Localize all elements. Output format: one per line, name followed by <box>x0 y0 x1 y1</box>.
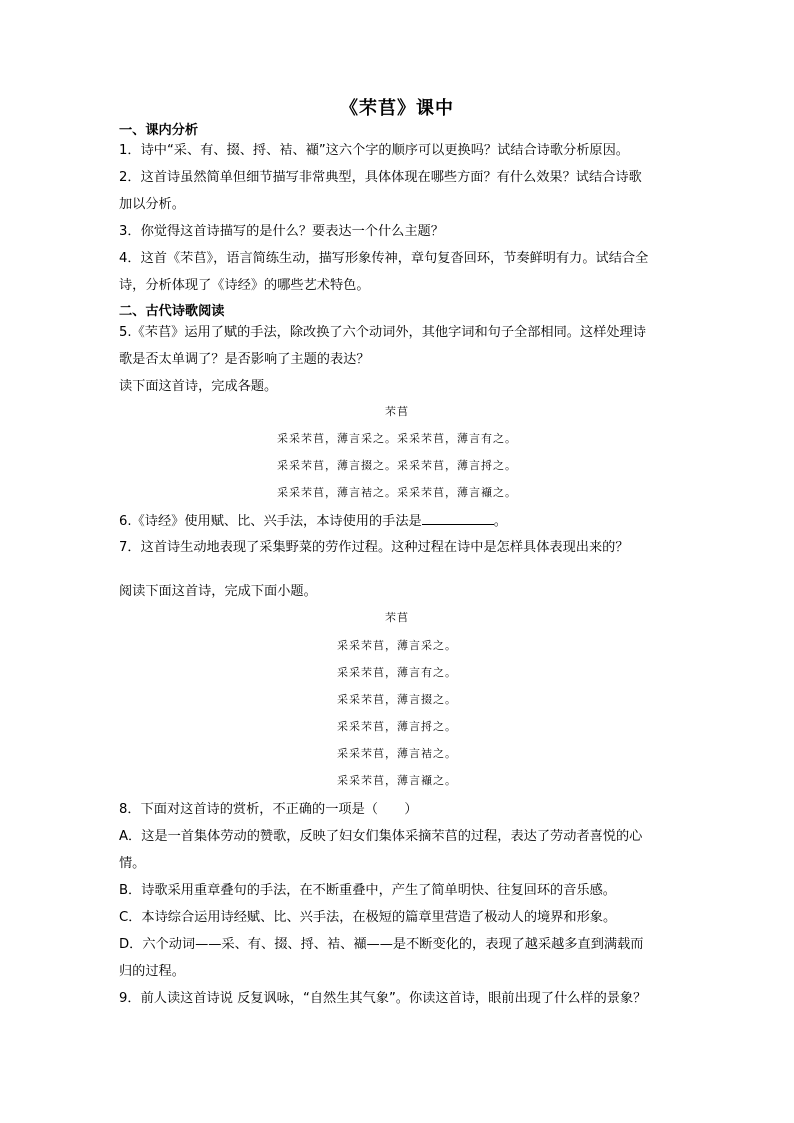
question-6-text: 6.《诗经》使用赋、比、兴手法，本诗使用的手法是 <box>119 514 422 529</box>
answer-blank[interactable] <box>422 512 494 525</box>
question-3: 3．你觉得这首诗描写的是什么？要表达一个什么主题？ <box>119 224 444 239</box>
question-4-line-2: 诗，分析体现了《诗经》的哪些艺术特色。 <box>119 278 370 293</box>
question-6-end: 。 <box>493 514 507 529</box>
question-6 <box>119 512 679 531</box>
poem-1-line: 采采芣苢，薄言采之。采采芣苢，薄言有之。 <box>277 432 517 445</box>
option-c: C．本诗综合运用诗经赋、比、兴手法，在极短的篇章里营造了极动人的境界和形象。 <box>119 910 617 925</box>
option-d-line-2: 归的过程。 <box>119 964 185 979</box>
option-a-line-1: A．这是一首集体劳动的赞歌，反映了妇女们集体采摘芣苢的过程，表达了劳动者喜悦的心 <box>119 829 643 844</box>
poem-2-line: 采采芣苢，薄言采之。 <box>337 639 457 652</box>
question-7: 7．这首诗生动地表现了采集野菜的劳作过程。这种过程在诗中是怎样具体表现出来的？ <box>119 540 629 555</box>
question-2-line-1: 2．这首诗虽然简单但细节描写非常典型，具体体现在哪些方面？有什么效果？试结合诗歌 <box>119 170 642 185</box>
poem-2-line: 采采芣苢，薄言捋之。 <box>337 720 457 733</box>
page-title: 《芣苢》课中 <box>340 98 454 119</box>
question-9: 9．前人读这首诗说 反复讽咏，“自然生其气象”。你读这首诗，眼前出现了什么样的景象？ <box>119 991 647 1006</box>
poem-1-line: 采采芣苢，薄言掇之。采采芣苢，薄言捋之。 <box>277 459 517 472</box>
section-heading-1: 一、课内分析 <box>119 123 199 138</box>
poem-2-line: 采采芣苢，薄言掇之。 <box>337 693 457 706</box>
poem-2-line: 采采芣苢，薄言襭之。 <box>337 774 457 787</box>
question-5-line-2: 歌是否太单调了？是否影响了主题的表达？ <box>119 352 370 367</box>
poem-2-line: 采采芣苢，薄言袺之。 <box>337 747 457 760</box>
poem-2-line: 采采芣苢，薄言有之。 <box>337 666 457 679</box>
question-2-line-2: 加以分析。 <box>119 197 185 212</box>
reading-instruction-1: 读下面这首诗，完成各题。 <box>119 379 278 394</box>
question-1: 1．诗中“采、有、掇、捋、袺、襭”这六个字的顺序可以更换吗？试结合诗歌分析原因。 <box>119 143 629 158</box>
section-heading-2: 二、古代诗歌阅读 <box>119 304 225 319</box>
option-b: B．诗歌采用重章叠句的手法，在不断重叠中，产生了简单明快、往复回环的音乐感。 <box>119 883 616 898</box>
option-d-line-1: D．六个动词——采、有、掇、捋、袺、襭——是不断变化的，表现了越采越多直到满载而 <box>119 937 644 952</box>
question-5-line-1: 5.《芣苢》运用了赋的手法，除改换了六个动词外，其他字词和句子全部相同。这样处理诗 <box>119 325 646 340</box>
poem-1-title: 芣苢 <box>385 405 409 418</box>
option-a-line-2: 情。 <box>119 856 146 871</box>
reading-instruction-2: 阅读下面这首诗，完成下面小题。 <box>119 584 317 599</box>
poem-1-line: 采采芣苢，薄言袺之。采采芣苢，薄言襭之。 <box>277 486 517 499</box>
question-8: 8．下面对这首诗的赏析，不正确的一项是（ ） <box>119 802 418 817</box>
poem-2-title: 芣苢 <box>385 611 409 624</box>
question-4-line-1: 4．这首《芣苢》，语言简练生动，描写形象传神，章句复沓回环，节奏鲜明有力。试结合全 <box>119 251 649 266</box>
